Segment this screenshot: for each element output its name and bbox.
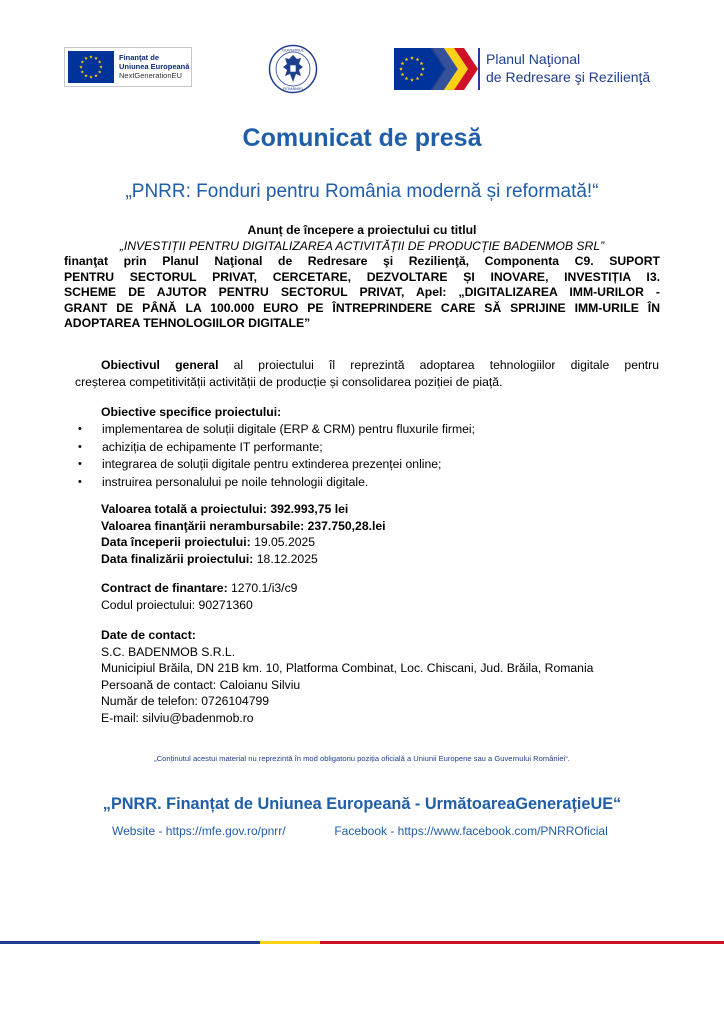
gov-crest-text-bottom: ROMÂNIEI — [283, 86, 303, 91]
announcement-line4: PENTRU SECTORUL PRIVAT, CERCETARE, DEZVOLTARE ȘI INOVARE, INVESTIȚIA I3. — [64, 269, 660, 284]
project-title: „INVESTIȚII PENTRU DIGITALIZAREA ACTIVITĂȚII DE PRODUCȚIE BADENMOB SRL” — [119, 238, 605, 253]
star-icon — [81, 70, 84, 73]
star-icon — [89, 75, 92, 78]
star-icon — [99, 65, 102, 68]
eu-logo-line2: Uniunea Europeană — [119, 62, 190, 71]
eu-logo-line1: Finanţat de — [119, 53, 160, 62]
government-crest-icon — [268, 44, 318, 94]
page-subtitle: „PNRR: Fonduri pentru România modernă și reformată!“ — [125, 181, 599, 202]
facebook-link[interactable]: Facebook - https://www.facebook.com/PNRROficial — [334, 824, 608, 838]
contact-person: Persoană de contact: Caloianu Silviu — [101, 677, 301, 692]
pnrr-logo-divider — [478, 48, 480, 90]
grant-value: 237.750,28.lei — [307, 518, 386, 533]
star-icon — [84, 57, 87, 60]
specific-objectives-heading: Obiective specifice proiectului: — [101, 405, 282, 419]
pnrr-logo-line1: Planul Naţional — [486, 51, 581, 67]
eu-flag-icon — [68, 51, 114, 83]
announcement-line5: SCHEME DE AJUTOR PENTRU SECTORUL PRIVAT, Apel: „DIGITALIZAREA IMM-URILOR - — [64, 285, 660, 299]
contract-info — [101, 580, 297, 613]
contract-label: Contract de finantare: — [101, 581, 232, 595]
announcement-line7: ADOPTAREA TEHNOLOGIILOR DIGITALE” — [64, 316, 311, 330]
pnrr-logo-line2: de Redresare şi Rezilienţă — [486, 69, 651, 85]
star-icon — [98, 70, 101, 73]
contact-company: S.C. BADENMOB S.R.L. — [101, 644, 236, 659]
contract-number: 1270.1/i3/c9 — [231, 581, 298, 595]
eu-funding-logo — [64, 47, 192, 87]
footer-color-bar — [0, 941, 724, 944]
announcement-block — [64, 223, 660, 332]
page-title: Comunicat de presă — [242, 124, 482, 152]
end-date: 18.12.2025 — [256, 551, 318, 566]
list-item: • achiziția de echipamente IT performante; — [75, 439, 675, 457]
general-objective-line1 — [101, 357, 659, 374]
star-icon — [81, 60, 84, 63]
pnrr-logo-text — [486, 50, 650, 86]
star-icon — [94, 57, 97, 60]
announcement-line6: GRANT DE PÂNĂ LA 100.000 EURO PE ÎNTREPRINDERE CARE SĂ SPRIJINE IMM-URILE ÎN — [64, 300, 660, 315]
start-date: 19.05.2025 — [254, 535, 316, 549]
star-icon — [89, 55, 92, 58]
project-code: Codul proiectului: 90271360 — [101, 597, 253, 612]
contact-heading: Date de contact: — [101, 628, 196, 642]
list-item: • implementarea de soluții digitale (ERP & CRM) pentru fluxurile firmei; — [75, 421, 675, 439]
end-date-label: Data finalizării proiectului: — [101, 551, 257, 566]
pnrr-logo — [394, 44, 694, 96]
general-objective-label: Obiectivul general — [101, 358, 219, 372]
list-item: • instruirea personalului pe noile tehnologii digitale. — [75, 474, 675, 492]
total-value-label: Valoarea totală a proiectului: — [101, 502, 271, 516]
announcement-line3: finanţat prin Planul Naţional de Redresare şi Rezilienţă, Componenta C9. SUPORT — [64, 254, 660, 268]
list-item: • integrarea de soluții digitale pentru extinderea prezenței online; — [75, 456, 675, 474]
eu-logo-line3: NextGenerationEU — [119, 71, 182, 80]
star-icon — [84, 74, 87, 77]
disclaimer: „Conținutul acestui material nu reprezintă în mod obligatoriu poziția oficială a Uniunii Europene sau a Guvernului României“. — [154, 754, 570, 763]
star-icon — [94, 74, 97, 77]
contact-address: Municipiul Brăila, DN 21B km. 10, Platforma Combinat, Loc. Chiscani, Jud. Brăila, Romania — [101, 661, 594, 675]
website-link[interactable]: Website - https://mfe.gov.ro/pnrr/ — [112, 824, 286, 838]
footer-slogan: „PNRR. Finanțat de Uniunea Europeană - UrmătoareaGenerațieUE“ — [102, 795, 622, 813]
total-value: 392.993,75 lei — [270, 502, 349, 516]
project-values — [101, 501, 386, 567]
start-date-label: Data începerii proiectului: — [101, 535, 255, 549]
contact-phone: Număr de telefon: 0726104799 — [101, 694, 270, 708]
announcement-line1: Anunț de începere a proiectului cu titlul — [247, 223, 477, 237]
general-objective-text1: al proiectului îl reprezintă adoptarea tehnologiilor digitale pentru — [218, 358, 659, 372]
contact-info — [101, 627, 593, 726]
gov-crest-text-top: GUVERNUL — [281, 47, 305, 53]
footer-links — [112, 824, 608, 838]
eu-logo-text — [119, 53, 189, 80]
star-icon — [79, 65, 82, 68]
general-objective-text2: creșterea competitivității activității de producție și consolidarea poziției de piață. — [75, 375, 503, 389]
pnrr-flags-icon — [394, 44, 478, 94]
grant-value-label: Valoarea finanţării nerambursabile: — [101, 518, 308, 533]
contact-email[interactable]: E-mail: silviu@badenmob.ro — [101, 710, 254, 725]
star-icon — [98, 60, 101, 63]
specific-objectives-list — [75, 421, 675, 491]
